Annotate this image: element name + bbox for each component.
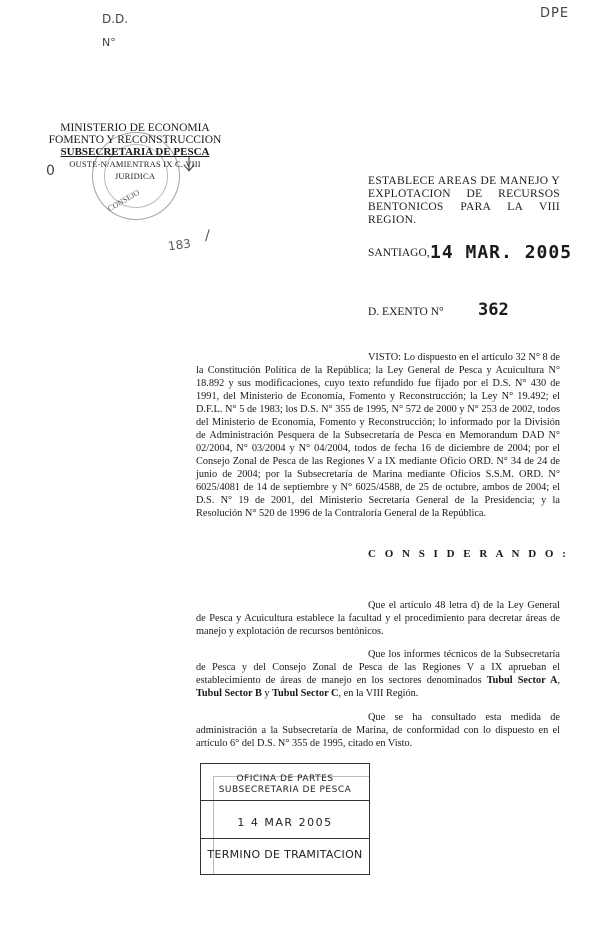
stamp-office: [201, 774, 369, 796]
decree-place: SANTIAGO,: [368, 247, 430, 259]
ministry-header: [40, 122, 230, 182]
margin-note-dpe: DPE: [540, 6, 570, 21]
decree-exento-label: D. EXENTO N°: [368, 306, 444, 318]
margin-note-zero: 0: [46, 163, 55, 179]
margin-note-slash: /: [205, 228, 210, 244]
margin-note-183: 183: [167, 236, 192, 254]
considerando-2: [196, 648, 560, 700]
stamp-date: 1 4 MAR 2005: [237, 816, 333, 829]
margin-note-dd: D.D.: [102, 12, 129, 26]
separator: y: [261, 688, 273, 699]
decree-heading: ESTABLECE AREAS DE MANEJO Y EXPLOTACION DE RECURSOS BENTONICOS PARA LA VIII REGION.: [368, 175, 560, 226]
considerando-1: Que el artículo 48 letra d) de la Ley General de Pesca y Acuicultura establece la facultad y el procedimiento para decretar áreas de manejo y explotación de recursos bentónicos.: [196, 600, 560, 637]
decree-date-stamp: 14 MAR. 2005: [430, 242, 573, 263]
stamp-termino: TERMINO DE TRAMITACION: [207, 848, 363, 861]
ministry-line-5: JURIDICA: [114, 171, 156, 181]
separator: ,: [557, 675, 561, 686]
margin-note-n: N°: [102, 36, 116, 49]
stamp-office-line-2: SUBSECRETARIA DE PESCA: [218, 785, 352, 795]
considerando-2-end: , en la VIII Región.: [338, 688, 419, 699]
ministry-line-4: OUSTE-N/AMIENTRAS IX C. VIII: [69, 159, 201, 169]
considerando-3: Que se ha consultado esta medida de administración a la Subsecretaría de Marina, de conformidad con lo dispuesto en el artículo 6° del D.S. N° 355 de 1995, citado en Visto.: [196, 712, 560, 749]
seal-text: CONSEJO: [106, 187, 142, 214]
sector-c: Tubul Sector C: [272, 688, 339, 699]
sector-b: Tubul Sector B: [196, 688, 262, 699]
visto-paragraph: VISTO: Lo dispuesto en el artículo 32 N° 8 de la Constitución Política de la República; la Ley General de Pesca y Acuicultura N° 18.892 y sus modificaciones, cuyo texto refundido fue fijado por el D.S. N° 430 de 1991, del Ministerio de Economía, Fomento y Reconstrucción; la Ley N° 19.492; el D.F.L. N° 5 de 1983; los D.S. N° 355 de 1995, N° 572 de 2000 y N° 253 de 2002, todos del Ministerio de Economía, Fomento y Reconstrucción; lo informado por la División de Administración Pesquera de la Subsecretaría de Pesca en Memorandum DAD N° 02/2004, N° 03/2004 y N° 04/2004, todos de fecha 16 de diciembre de 2004; por el Consejo Zonal de Pesca de las Regiones V a IX mediante Oficio ORD. N° 34 de 24 de junio de 2004; por la Subsecretaría de Marina mediante Oficios S.S.M. ORD. N° 6025/4081 de 14 de septiembre y N° 6025/4588, de 25 de octubre, ambos de 2004; el D.S. N° 19 de 2001, del Ministerio Secretaría General de la Presidencia; y la Resolución N° 520 de 1996 de la Contraloría General de la República.: [196, 352, 560, 519]
stamp-divider: [201, 838, 369, 839]
decree-number: 362: [478, 300, 509, 320]
stamp-office-line-1: OFICINA DE PARTES: [236, 774, 334, 784]
considerando-2-start: Que los informes técnicos de la Subsecretaría de Pesca y del Consejo Zonal de Pesca de las Regiones V a IX aprueban el establecimiento de áreas de manejo en los sectores denominados: [196, 649, 560, 686]
oficina-partes-stamp: [200, 763, 370, 875]
ministry-line-1: MINISTERIO DE ECONOMIA: [60, 122, 210, 134]
seal-checkmark: ᛎ: [180, 152, 198, 187]
considerando-heading: C O N S I D E R A N D O :: [368, 548, 569, 560]
ministry-line-2: FOMENTO Y RECONSTRUCCION: [48, 134, 222, 146]
ministry-subsecretaria: SUBSECRETARIA DE PESCA: [60, 146, 210, 158]
stamp-divider: [201, 800, 369, 801]
sector-a: Tubul Sector A: [486, 675, 558, 686]
